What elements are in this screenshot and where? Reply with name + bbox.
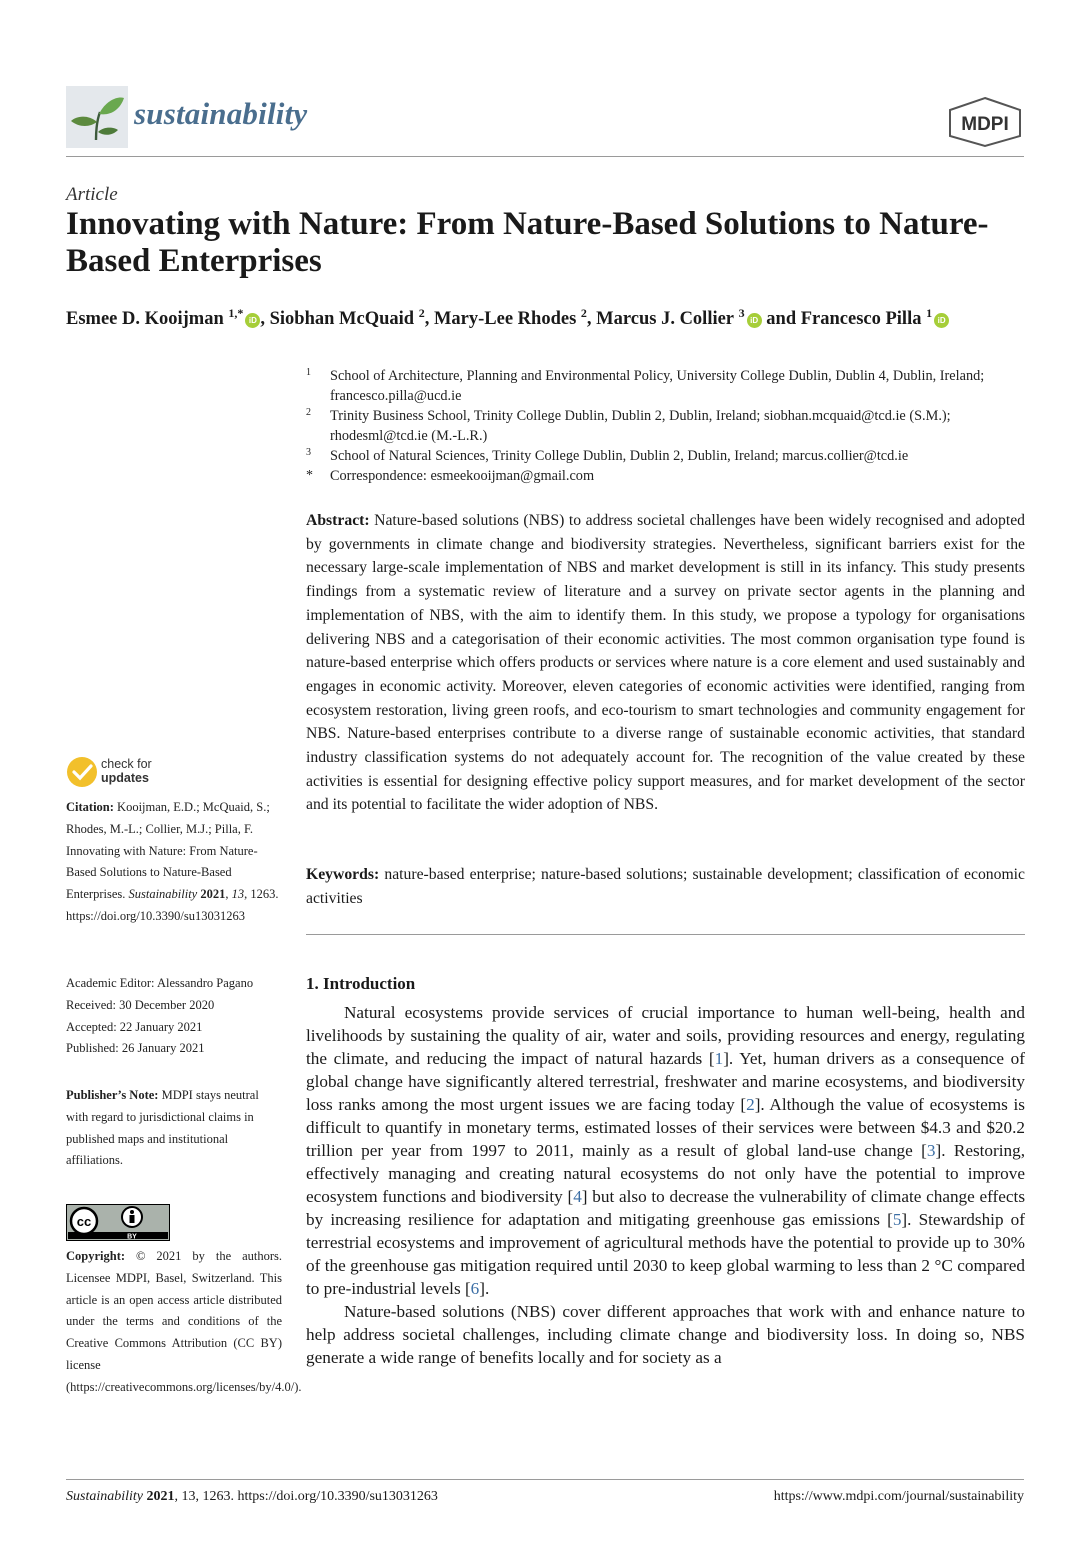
reference-link[interactable]: 5 (892, 1210, 902, 1229)
citation-block: Citation: Kooijman, E.D.; McQuaid, S.; Rhodes, M.-L.; Collier, M.J.; Pilla, F. Innovating with Nature: From Nature-Based Solutions to Nature-Based Enterprises. Sustainability 2021, 13, 1263. https://doi.org/10.3390/su13031263 (66, 800, 279, 923)
copyright-text: © 2021 by the authors. Licensee MDPI, Basel, Switzerland. This article is an open access article distributed under the terms and conditions of the Creative Commons Attribution (CC BY) license (https://creativecommons.org/licenses/by/4.0/). (66, 1249, 302, 1394)
author-separator: , (586, 309, 597, 329)
affiliation-text: Trinity Business School, Trinity College Dublin, Dublin 2, Dublin, Ireland; siobhan.mcquaid@tcd.ie (S.M.); rhodesml@tcd.ie (M.-L.R.) (330, 408, 951, 444)
footer-citation (66, 1489, 438, 1505)
mdpi-logo-icon (946, 96, 1024, 148)
orcid-icon[interactable]: iD (747, 313, 762, 328)
paragraph: Nature-based solutions (NBS) cover different approaches that work with and enhance nature to help address societal challenges, including climate change and biodiversity loss. In doing so, NBS generate a wide range of benefits locally and for society as a (306, 1302, 1025, 1367)
footer-journal-url[interactable]: https://www.mdpi.com/journal/sustainability (773, 1489, 1024, 1504)
published-date: Published: 26 January 2021 (66, 1041, 205, 1056)
author-name[interactable]: Mary-Lee Rhodes (433, 309, 577, 329)
cc-symbol-text: cc (76, 1214, 92, 1229)
copyright-block (66, 1246, 302, 1399)
copyright-label: Copyright: (66, 1249, 126, 1263)
publisher-note (66, 1085, 282, 1172)
check-updates-icon (66, 756, 98, 788)
footer-journal: Sustainability (66, 1489, 143, 1504)
author-affiliation-sup: 2 (418, 306, 425, 320)
affiliation-mark: 3 (306, 447, 311, 458)
reference-link[interactable]: 4 (573, 1187, 582, 1206)
text-run: Natural ecosystems provide services of crucial importance to human well-being, health and livelihoods by sustaining the quality of air, water and soils, providing resources and energy, regulating the climate, and reducing the impact of natural hazards [ (306, 1003, 1025, 1068)
orcid-icon[interactable]: iD (245, 313, 260, 328)
author-separator: , (260, 309, 270, 329)
keywords-text: nature-based enterprise; nature-based solutions; sustainable development; classification of economic activities (306, 866, 1025, 907)
text-run: ]. (479, 1279, 490, 1298)
footer-divider (66, 1479, 1024, 1480)
citation-article-number: 1263. (250, 887, 279, 902)
article-title: Innovating with Nature: From Nature-Based Solutions to Nature-Based Enterprises (66, 206, 989, 279)
affiliation-text: School of Natural Sciences, Trinity College Dublin, Dublin 2, Dublin, Ireland; marcus.collier@tcd.ie (330, 448, 909, 464)
author-affiliation-sup: 3 (738, 306, 745, 320)
keywords-label: Keywords: (306, 866, 380, 883)
text-run: ]. Restoring, effectively managing and creating natural ecosystems do not only have the potential to improve ecosystem functions and biodiversity [ (306, 1141, 1025, 1206)
affiliation-text: School of Architecture, Planning and Environmental Policy, University College Dublin, Dublin 4, Dublin, Ireland; francesco.pilla@ucd.ie (330, 368, 985, 404)
abstract-text: Nature-based solutions (NBS) to address societal challenges have been widely recognised and adopted by governments in climate change and biodiversity strategies. Nevertheless, significant barriers exist for the necessary large-scale implementation of NBS and market development is still in its infancy. This study presents findings from a systematic review of literature and a survey on private sector agents in the planning and implementation of NBS, with the aim to identify them. In this study, we propose a typology for organisations delivering NBS and a categorisation of their economic activities. The most common organisation type found is nature-based enterprise which offers products or services where nature is a core element and used sustainably and engages in economic activity. Moreover, eleven categories of economic activities were identified, ranging from ecosystem restoration, living green roofs, and eco-tourism to smart technologies and community engagement for NBS. Nature-based enterprises contribute to a diverse range of sustainable economic activities, that standard industry classification systems do not adequately account for. The recognition of the value created by these activities is essential for designing effective policy support measures, and for market development of the sector and its potential to facilitate the wider adoption of NBS. (306, 512, 1025, 814)
affiliation-mark: 2 (306, 407, 311, 418)
publisher-note-text: MDPI stays neutral with regard to jurisdictional claims in published maps and institutional affiliations. (66, 1088, 259, 1168)
author-name[interactable]: Siobhan McQuaid (269, 309, 415, 329)
author-name[interactable]: Marcus J. Collier (596, 309, 735, 329)
author-name[interactable]: Esmee D. Kooijman (66, 309, 224, 329)
author-affiliation-sup: 1,* (228, 306, 244, 320)
affiliation-text: Correspondence: esmeekooijman@gmail.com (330, 468, 595, 484)
author-affiliation-sup: 1 (926, 306, 933, 320)
accepted-date: Accepted: 22 January 2021 (66, 1019, 203, 1034)
academic-editor: Academic Editor: Alessandro Pagano (66, 976, 254, 990)
citation-label: Citation: (66, 800, 114, 814)
author-affiliation-sup: 2 (580, 306, 587, 320)
reference-link[interactable]: 6 (470, 1279, 480, 1298)
text-run: ]. Although the value of ecosystems is difficult to quantify in monetary terms, estimated losses of their services were between $4.3 and $20.2 trillion per year from 1997 to 2011, mainly as a result of global land-use change [ (306, 1095, 1025, 1160)
citation-volume: 13 (231, 887, 245, 902)
citation-year: 2021 (200, 887, 226, 902)
section-heading: 1. Introduction (306, 974, 416, 993)
reference-link[interactable]: 3 (926, 1141, 936, 1160)
affiliation-mark: 1 (306, 367, 311, 378)
mdpi-logo-text: MDPI (961, 114, 1009, 135)
article-type: Article (66, 184, 118, 205)
text-run: ] but also to decrease the vulnerability of climate change effects by increasing resilience for adaptation and mitigating greenhouse gas emissions [ (306, 1187, 1026, 1229)
abstract (306, 509, 1025, 817)
section-divider (306, 934, 1025, 935)
editorial-dates (66, 973, 282, 1060)
footer-doi[interactable]: , 13, 1263. https://doi.org/10.3390/su13031263 (174, 1489, 438, 1504)
reference-link[interactable]: 1 (714, 1049, 724, 1068)
cc-by-text: BY (127, 1233, 137, 1241)
affiliation-mark: * (306, 468, 313, 483)
reference-link[interactable]: 2 (746, 1095, 755, 1114)
check-updates-line1: check for (101, 757, 152, 771)
author-name[interactable]: Francesco Pilla (800, 309, 922, 329)
citation-doi-link[interactable]: https://doi.org/10.3390/su13031263 (66, 908, 245, 923)
journal-name: sustainability (134, 96, 308, 131)
publisher-note-label: Publisher’s Note: (66, 1088, 159, 1102)
paragraph (306, 1001, 1025, 1300)
author-separator: , (424, 309, 434, 329)
author-separator: and (761, 309, 801, 329)
citation-text: Kooijman, E.D.; McQuaid, S.; Rhodes, M.-L.; Collier, M.J.; Pilla, F. Innovating with Nature: From Nature-Based Solutions to Nature-Based Enterprises. (66, 800, 270, 902)
abstract-label: Abstract: (306, 512, 370, 529)
citation-journal: Sustainability (128, 887, 198, 902)
text-run: ]. Stewardship of terrestrial ecosystems and improvement of agricultural methods have the potential to provide up to 30% of the greenhouse gas mitigation required until 2030 to keep global warming to less than 2 °C compared to pre-industrial levels [ (306, 1210, 1026, 1298)
orcid-icon[interactable]: iD (934, 313, 949, 328)
keywords (306, 863, 1025, 910)
header-divider (66, 156, 1024, 157)
footer-year: 2021 (146, 1489, 175, 1504)
cc-by-license-icon[interactable] (66, 1204, 170, 1241)
check-updates-line2: updates (101, 771, 149, 785)
introduction-body (306, 1001, 1025, 1369)
received-date: Received: 30 December 2020 (66, 997, 215, 1012)
journal-logo-icon (66, 86, 128, 148)
text-run: ]. Yet, human drivers as a consequence of global change have significantly altered terrestrial, freshwater and marine ecosystems, and biodiversity loss ranks among the most urgent issues we are facing today [ (306, 1049, 1026, 1114)
author-list (66, 306, 1056, 330)
check-for-updates-badge[interactable] (66, 756, 176, 790)
